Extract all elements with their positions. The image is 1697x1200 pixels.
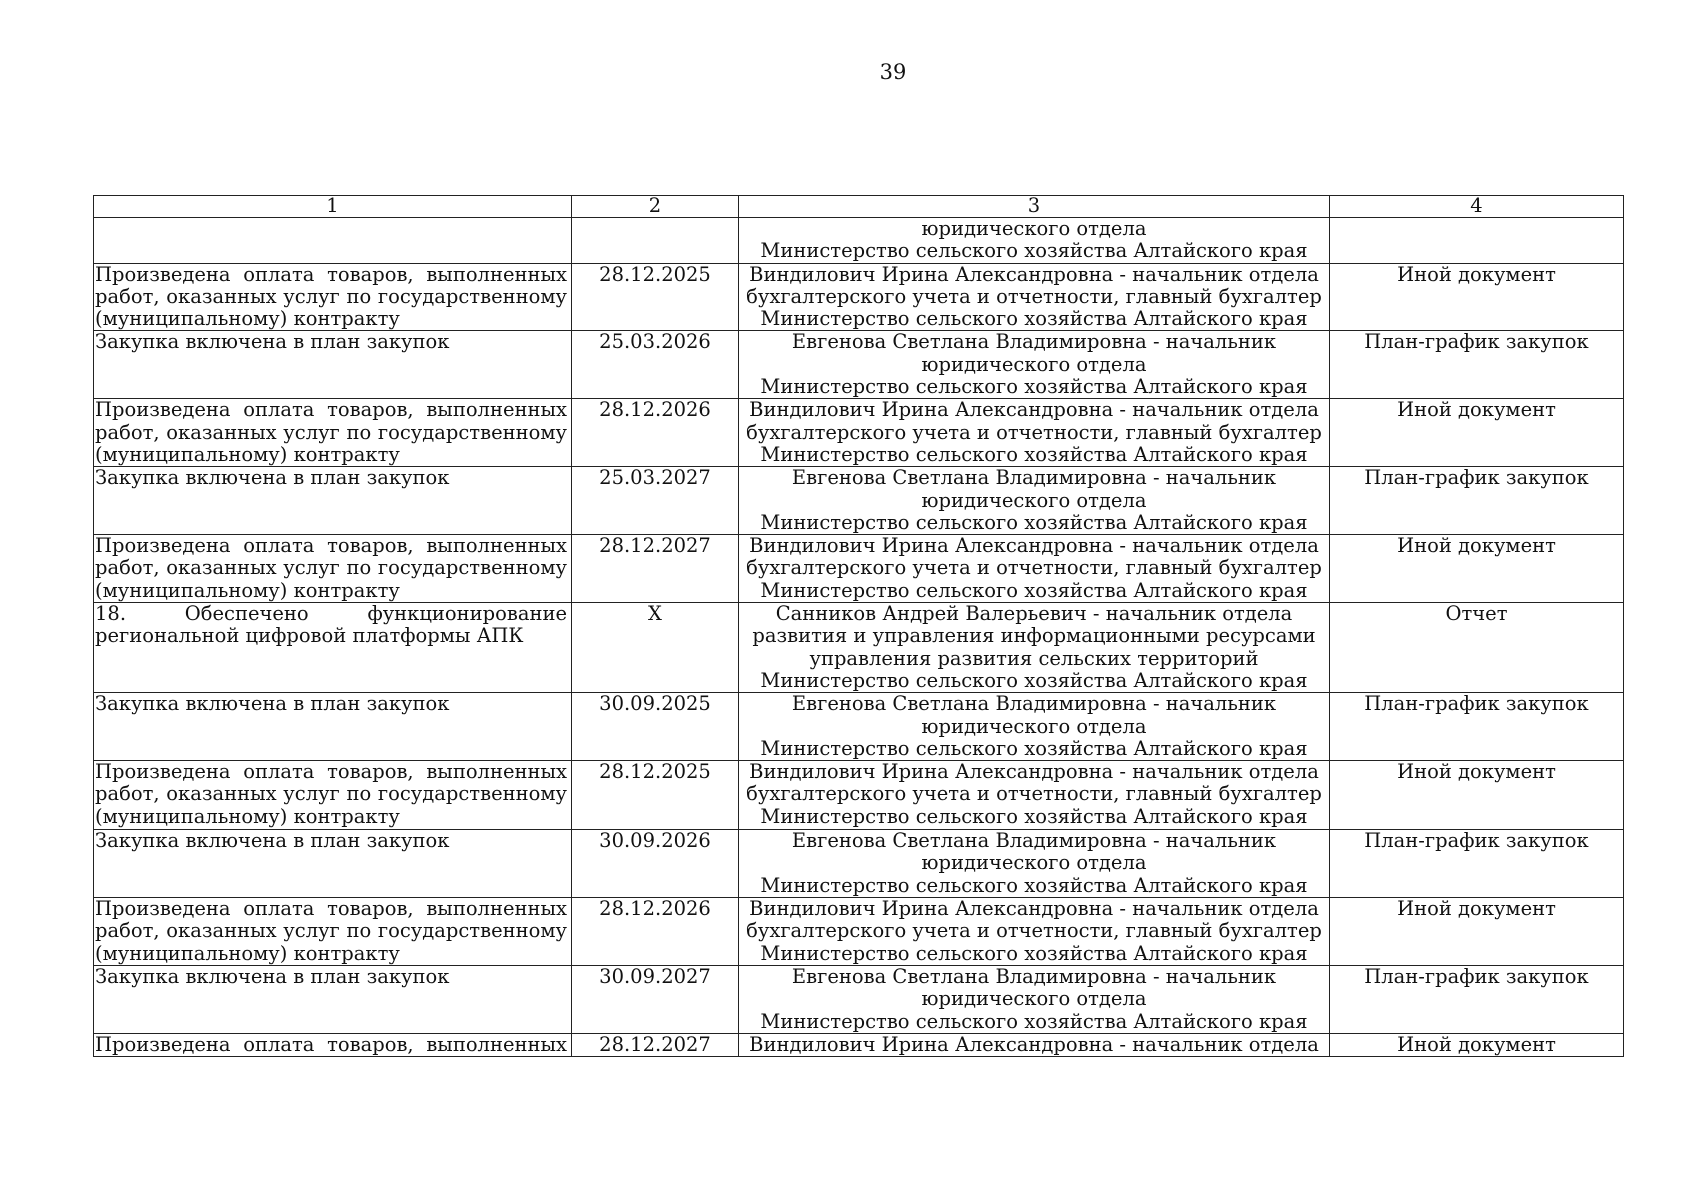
responsible-text-line: бухгалтерского учета и отчетности, главный бухгалтер xyxy=(746,420,1322,444)
date-cell: 30.09.2025 xyxy=(572,693,739,761)
table-row xyxy=(94,263,1624,331)
document-type-cell: Иной документ xyxy=(1330,898,1624,966)
event-text-line: работ, оказанных услуг по государственному xyxy=(95,919,567,943)
table-row xyxy=(94,761,1624,830)
responsible-text-line: бухгалтерского учета и отчетности, главный бухгалтер xyxy=(746,556,1322,580)
event-text-line: Закупка включена в план закупок xyxy=(95,965,450,988)
event-cell xyxy=(94,693,572,761)
responsible-text-line: Министерство сельского хозяйства Алтайского края xyxy=(760,578,1308,602)
schedule-table xyxy=(93,195,1624,1057)
responsible-text-line: бухгалтерского учета и отчетности, главный бухгалтер xyxy=(746,284,1322,308)
event-text-line: (муниципальному) контракту xyxy=(95,442,400,466)
responsible-text-line: Виндилович Ирина Александровна - начальник отдела xyxy=(749,398,1319,422)
date-cell: 30.09.2027 xyxy=(572,965,739,1033)
event-cell xyxy=(94,761,572,830)
event-cell xyxy=(94,399,572,467)
responsible-cell xyxy=(739,467,1330,535)
event-cell xyxy=(94,218,572,264)
date-cell: 25.03.2026 xyxy=(572,331,739,399)
event-text-line: региональной цифровой платформы АПК xyxy=(95,624,524,648)
document-type-cell: Отчет xyxy=(1330,603,1624,693)
responsible-cell xyxy=(739,603,1330,693)
responsible-text-line: развития и управления информационными ресурсами xyxy=(752,624,1316,648)
event-text-line: Произведена оплата товаров, выполненных xyxy=(95,760,567,784)
table-body xyxy=(94,218,1624,1057)
table-row xyxy=(94,898,1624,966)
responsible-cell xyxy=(739,761,1330,830)
event-text-line: работ, оказанных услуг по государственному xyxy=(95,420,567,444)
document-type-cell: План-график закупок xyxy=(1330,693,1624,761)
date-cell xyxy=(572,218,739,264)
responsible-text-line: юридического отдела xyxy=(921,987,1147,1011)
event-cell xyxy=(94,535,572,603)
responsible-text-line: управления развития сельских территорий xyxy=(809,646,1259,670)
event-cell xyxy=(94,965,572,1033)
responsible-cell xyxy=(739,965,1330,1033)
table-row xyxy=(94,331,1624,399)
date-cell: 28.12.2027 xyxy=(572,535,739,603)
event-cell xyxy=(94,830,572,898)
column-header-3: 3 xyxy=(739,196,1330,218)
table-row xyxy=(94,467,1624,535)
date-cell: 28.12.2025 xyxy=(572,761,739,830)
event-text-line: работ, оказанных услуг по государственному xyxy=(95,782,567,806)
date-cell: 28.12.2027 xyxy=(572,1033,739,1056)
responsible-text-line: Евгенова Светлана Владимировна - начальник xyxy=(791,466,1277,490)
responsible-text-line: Евгенова Светлана Владимировна - начальник xyxy=(791,692,1277,716)
document-type-cell xyxy=(1330,218,1624,264)
table-row xyxy=(94,693,1624,761)
document-type-cell: План-график закупок xyxy=(1330,467,1624,535)
event-cell xyxy=(94,331,572,399)
event-text-line: Произведена оплата товаров, выполненных xyxy=(95,398,567,422)
responsible-text-line: Министерство сельского хозяйства Алтайского края xyxy=(760,510,1308,534)
responsible-text-line: Министерство сельского хозяйства Алтайского края xyxy=(760,1009,1308,1033)
responsible-text-line: Санников Андрей Валерьевич - начальник отдела xyxy=(775,602,1293,626)
event-cell xyxy=(94,898,572,966)
table-row xyxy=(94,1033,1624,1056)
table-row xyxy=(94,218,1624,264)
responsible-text-line: Министерство сельского хозяйства Алтайского края xyxy=(760,736,1308,760)
responsible-cell xyxy=(739,693,1330,761)
responsible-text-line: юридического отдела xyxy=(921,851,1147,875)
document-type-cell: План-график закупок xyxy=(1330,830,1624,898)
event-text-line: (муниципальному) контракту xyxy=(95,804,400,828)
table-row xyxy=(94,399,1624,467)
responsible-text-line: Евгенова Светлана Владимировна - начальник xyxy=(791,965,1277,988)
event-text-line: Закупка включена в план закупок xyxy=(95,466,450,490)
responsible-text-line: Евгенова Светлана Владимировна - начальник xyxy=(791,829,1277,853)
table-row xyxy=(94,965,1624,1033)
event-text-line: работ, оказанных услуг по государственному xyxy=(95,556,567,580)
event-text-line: Закупка включена в план закупок xyxy=(95,692,450,716)
table-row xyxy=(94,535,1624,603)
document-type-cell: Иной документ xyxy=(1330,263,1624,331)
page-number: 39 xyxy=(879,60,907,84)
responsible-text-line: Виндилович Ирина Александровна - начальник отдела xyxy=(749,1033,1319,1056)
responsible-text-line: Министерство сельского хозяйства Алтайского края xyxy=(760,239,1308,263)
responsible-cell xyxy=(739,331,1330,399)
event-text-line: Произведена оплата товаров, выполненных xyxy=(95,263,567,286)
responsible-text-line: Министерство сельского хозяйства Алтайского края xyxy=(760,804,1308,828)
responsible-text-line: Виндилович Ирина Александровна - начальник отдела xyxy=(749,534,1319,558)
date-cell: 25.03.2027 xyxy=(572,467,739,535)
document-type-cell: Иной документ xyxy=(1330,399,1624,467)
event-cell xyxy=(94,263,572,331)
event-text-line: Произведена оплата товаров, выполненных xyxy=(95,897,567,921)
event-text-line: Произведена оплата товаров, выполненных xyxy=(95,1033,567,1056)
event-text-line: Закупка включена в план закупок xyxy=(95,330,450,354)
event-cell xyxy=(94,1033,572,1056)
responsible-cell xyxy=(739,898,1330,966)
document-type-cell: План-график закупок xyxy=(1330,965,1624,1033)
document-type-cell: План-график закупок xyxy=(1330,331,1624,399)
date-cell: 28.12.2025 xyxy=(572,263,739,331)
responsible-text-line: юридического отдела xyxy=(921,488,1147,512)
responsible-text-line: юридического отдела xyxy=(921,352,1147,376)
event-cell xyxy=(94,603,572,693)
responsible-text-line: бухгалтерского учета и отчетности, главный бухгалтер xyxy=(746,782,1322,806)
column-header-4: 4 xyxy=(1330,196,1624,218)
date-cell: 30.09.2026 xyxy=(572,830,739,898)
responsible-text-line: юридического отдела xyxy=(921,217,1147,240)
responsible-cell xyxy=(739,263,1330,331)
responsible-cell xyxy=(739,218,1330,264)
responsible-text-line: Министерство сельского хозяйства Алтайского края xyxy=(760,307,1308,331)
responsible-text-line: Виндилович Ирина Александровна - начальник отдела xyxy=(749,760,1319,784)
responsible-text-line: юридического отдела xyxy=(921,714,1147,738)
event-cell xyxy=(94,467,572,535)
date-cell: 28.12.2026 xyxy=(572,399,739,467)
document-type-cell: Иной документ xyxy=(1330,1033,1624,1056)
responsible-text-line: Министерство сельского хозяйства Алтайского края xyxy=(760,442,1308,466)
date-cell: 28.12.2026 xyxy=(572,898,739,966)
document-type-cell: Иной документ xyxy=(1330,535,1624,603)
event-text-line: (муниципальному) контракту xyxy=(95,307,400,331)
responsible-text-line: Евгенова Светлана Владимировна - начальник xyxy=(791,330,1277,354)
responsible-cell xyxy=(739,535,1330,603)
responsible-cell xyxy=(739,830,1330,898)
event-text-line: работ, оказанных услуг по государственному xyxy=(95,284,567,308)
responsible-cell xyxy=(739,1033,1330,1056)
responsible-text-line: Министерство сельского хозяйства Алтайского края xyxy=(760,941,1308,965)
column-header-1: 1 xyxy=(94,196,572,218)
event-text-line: Произведена оплата товаров, выполненных xyxy=(95,534,567,558)
event-text-line: (муниципальному) контракту xyxy=(95,578,400,602)
event-text-line: (муниципальному) контракту xyxy=(95,941,400,965)
table-row xyxy=(94,830,1624,898)
responsible-text-line: Министерство сельского хозяйства Алтайского края xyxy=(760,668,1308,692)
header-row xyxy=(94,196,1624,218)
responsible-text-line: Виндилович Ирина Александровна - начальник отдела xyxy=(749,897,1319,921)
responsible-text-line: Виндилович Ирина Александровна - начальник отдела xyxy=(749,263,1319,286)
responsible-cell xyxy=(739,399,1330,467)
responsible-text-line: Министерство сельского хозяйства Алтайского края xyxy=(760,873,1308,897)
event-text-line: 18. Обеспечено функционирование xyxy=(95,602,567,626)
responsible-text-line: Министерство сельского хозяйства Алтайского края xyxy=(760,375,1308,399)
column-header-2: 2 xyxy=(572,196,739,218)
event-text-line: Закупка включена в план закупок xyxy=(95,829,450,853)
document-type-cell: Иной документ xyxy=(1330,761,1624,830)
date-cell: X xyxy=(572,603,739,693)
responsible-text-line: бухгалтерского учета и отчетности, главный бухгалтер xyxy=(746,919,1322,943)
table-row xyxy=(94,603,1624,693)
